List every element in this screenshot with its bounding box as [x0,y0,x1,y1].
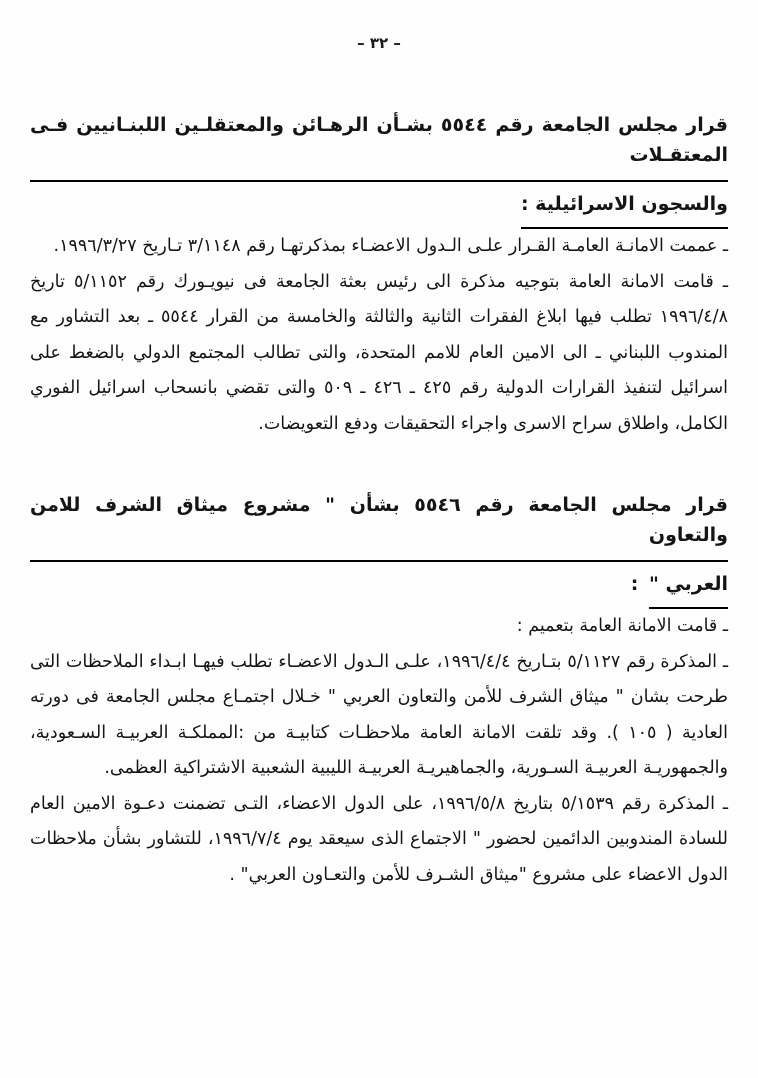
heading-line-2-row [30,569,728,609]
paragraph-memo-1148: ـ عممت الامانـة العامـة القـرار علـى الـدول الاعضـاء بمذكرتهـا رقم ٣/١١٤٨ تـاريخ ١٩٩٦/٣/٢٧. [53,236,728,256]
circulation-intro: ـ قامت الامانة العامة بتعميم : [516,616,728,636]
paragraph-memo-1152: ـ قامت الامانة العامة بتوجيه مذكرة الى رئيس بعثة الجامعة فى نيويـورك رقم ٥/١١٥٢ تاريخ ١٩٩٦/٤/٨ تطلب فيها ابلاغ الفقرات الثانية والثالثة والخامسة من القرار ٥٥٤٤ ـ بعد التشاور مع المندوب اللبناني ـ الى الامين العام للامم المتحدة، والتى تطالب المجتمع الدولي بالضغط على اسرائيل لتنفيذ القرارات الدولية رقم ٤٢٥ ـ ٤٢٦ ـ ٥٠٩ والتى تقضي بانسحاب اسرائيل الفوري الكامل، واطلاق سراح الاسرى واجراء التحقيقات ودفع التعويضات. [30,271,728,434]
heading-line-2: العربي " [649,569,728,609]
section-resolution-5546 [30,490,728,893]
decision-5544-heading [30,110,728,229]
paragraph-memo-1539: ـ المذكرة رقم ٥/١٥٣٩ بتاريخ ١٩٩٦/٥/٨، على الدول الاعضاء، التـى تضمنت دعـوة الامين العام للسادة المندوبين الدائمين لحضور " الاجتماع الذى سيعقد يوم ١٩٩٦/٧/٤، للتشاور بشأن ملاحظات الدول الاعضاء على مشروع "ميثاق الشـرف للأمن والتعـاون العربي" . [30,793,728,885]
heading-line-1: قرار مجلس الجامعة رقم ٥٥٤٦ بشأن " مشروع ميثاق الشرف للامن والتعاون [30,490,728,562]
heading-line-2-row [30,189,728,229]
decision-5546-heading [30,490,728,609]
heading-colon: : [630,573,639,595]
page-number: – ٣٢ – [357,34,401,52]
paragraph-memo-1127: ـ المذكرة رقم ٥/١١٢٧ بتـاريخ ١٩٩٦/٤/٤، علـى الـدول الاعضـاء تطلب فيهـا ابـداء الملاحظات التى طرحت بشان " ميثاق الشرف للأمن والتعاون العربي " خـلال اجتمـاع مجلس الجامعة فى دورته العادية ( ١٠٥ ). وقد تلقت الامانة العامة ملاحظـات كتابيـة من :المملكـة العربيـة السـعودية، والجمهوريـة العربيـة السـورية، والجماهيريـة العربيـة الليبية الشعبية الاشتراكية العظمى. [30,651,728,778]
heading-line-1: قرار مجلس الجامعة رقم ٥٥٤٤ بشـأن الرهـائن والمعتقلـين اللبنـانيين فـى المعتقـلات [30,110,728,182]
heading-line-2: والسجون الاسرائيلية : [521,189,728,229]
section-resolution-5544 [30,110,728,442]
